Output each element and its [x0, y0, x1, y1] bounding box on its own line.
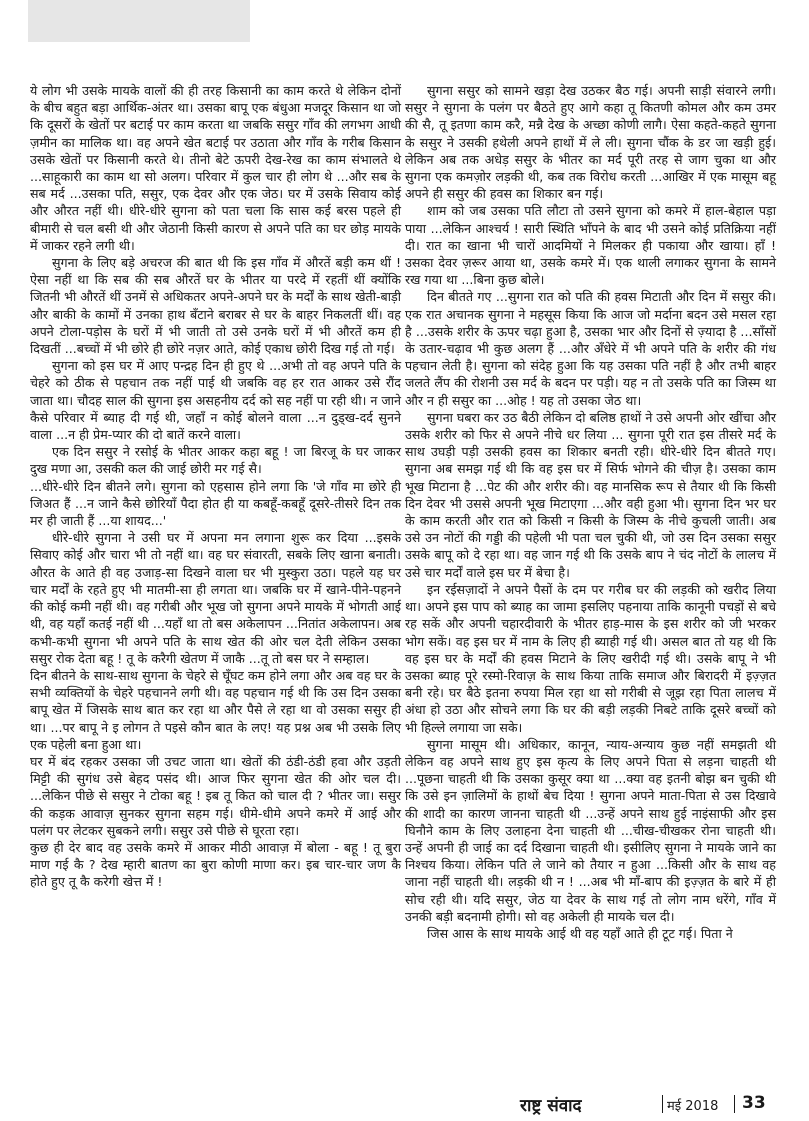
- paragraph: सुगना मासूम थी। अधिकार, कानून, न्याय-अन्याय कुछ नहीं समझती थी लेकिन वह अपने साथ हुए इस कृत्य के लिए अपने पिता से लड़ना चाहती थी ...पूछना चाहती थी कि उसका कुसूर क्या था ...क्या वह इतनी बोझ बन चुकी थी कि उसे इन ज़ालिमों के हाथों बेच दिया ! सुगना अपने माता-पिता से उस दिखावे की शादी का कारण जानना चाहती थी ...उन्हें अपने साथ हुई नाइंसाफी और इस घिनौने काम के लिए उलाहना देना चाहती थी ...चीख-चीखकर रोना चाहती थी। उन्हें अपनी ही जाई का दर्द दिखाना चाहती थी। इसीलिए सुगना ने मायके जाने का निश्चय किया। लेकिन पति ले जाने को तैयार न हुआ ...किसी और के साथ वह जाना नहीं चाहती थी। लड़की थी न ! ...अब भी माँ-बाप की इज़्ज़त के बारे में ही सोच रही थी। यदि ससुर, जेठ या देवर के साथ गई तो लोग नाम धरेंगे, गाँव में उनकी बड़ी बदनामी होगी। सो वह अकेली ही मायके चल दी।: [405, 736, 776, 924]
- paragraph: दिन बीतते गए ...सुगना रात को पति की हवस मिटाती और दिन में ससुर की। एक रात अचानक सुगना ने महसूस किया कि आज जो मर्दाना बदन उसे मसल रहा है ...उसके शरीर के ऊपर चढ़ा हुआ है, उसका भार और दिनों से ज़्यादा है ...साँसों के उतार-चढ़ाव भी कुछ अलग हैं ...और अँधेरे में भी अपने पति के शरीर की गंध पहचान लेती है। सुगना को संदेह हुआ कि यह उसका पति नहीं है और तभी बाहर जलते लैंप की रोशनी उस मर्द के बदन पर पड़ी। यह न तो उसके पति का जिस्म था और न ही ससुर का ...ओह ! यह तो उसका जेठ था।: [405, 289, 776, 408]
- paragraph: ये लोग भी उसके मायके वालों की ही तरह किसानी का काम करते थे लेकिन दोनों के बीच बहुत बड़ा आर्थिक-अंतर था। उसका बापू एक बंधुआ मजदूर किसान था जो कि दूसरों के खेतों पर बटाई पर काम करता था जबकि ससुर गाँव की लगभग आधी ज़मीन का मालिक था। वह अपने खेत बटाई पर उठाता और गाँव के गरीब किसान उसके खेतों पर किसानी करते थे। तीनो बेटे ऊपरी देख-रेख का काम संभालते थे ...साहूकारी का काम था सो अलग। परिवार में कुल चार ही लोग थे ...और सब के सब मर्द ...उसका पति, ससुर, एक देवर और एक जेठ। घर में उसके सिवाय कोई और औरत नहीं थी। धीरे-धीरे सुगना को पता चला कि सास कई बरस पहले ही बीमारी से चल बसी थी और जेठानी किसी कारण से अपने पति का घर छोड़ मायके में जाकर रहने लगी थी।: [30, 83, 401, 253]
- paragraph: सुगना ससुर को सामने खड़ा देख उठकर बैठ गई। अपनी साड़ी संवारने लगी। ससुर ने सुगना के पलंग पर बैठते हुए आगे कहा तू कितणी कोमल और कम उमर की सै, तू इतणा काम करै, मन्नै देख के अच्छा कोणी लागै। ऐसा कहते-कहते सुगना के ससुर ने उसकी हथेली अपने हाथों में ले ली। सुगना चौंक के डर जा खड़ी हुई। लेकिन अब तक अधेड़ ससुर के भीतर का मर्द पूरी तरह से जाग चुका था और सुगना एक कमज़ोर लड़की थी, कब तक विरोध करती ...आखिर में एक मासूम बहू अपने ही ससुर की हवस का शिकार बन गई।: [405, 83, 776, 202]
- paragraph: इन रईसज़ादों ने अपने पैसों के दम पर गरीब घर की लड़की को खरीद लिया था। अपने इस पाप को ब्याह का जामा इसलिए पहनाया ताकि कानूनी पचड़ों से बचे रह सकें और अपनी चहारदीवारी के भीतर हाड़-मास के इस शरीर को जी भरकर भोग सकें। वह इस घर में नाम के लिए ही ब्याही गई थी। असल बात तो यह थी कि वह इस घर के मर्दों की हवस मिटाने के लिए खरीदी गई थी। उसके बापू ने भी उसका ब्याह पूरे रस्मो-रिवाज़ के साथ किया ताकि समाज और बिरादरी में इज़्ज़त बनी रहे। घर बैठे इतना रुपया मिल रहा था सो गरीबी से जूझ रहा पिता लालच में अंधा हो उठा और सोचने लगा कि घर की बड़ी लड़की निबटे ताकि दूसरे बच्चों को भी हिल्ले लगाया जा सके।: [405, 581, 776, 735]
- paragraph: ...धीरे-धीरे दिन बीतने लगे। सुगना को एहसास होने लगा कि 'जे गाँव मा छोरे ही जिअत हैं ...न जाने कैसे छोरियाँ पैदा होत ही या कबहूँ-कबहूँ दूसरे-तीसरे दिन तक मर ही जाती हैं ...या शायद...': [30, 478, 401, 529]
- issue-date: मई 2018: [667, 1099, 719, 1114]
- header-gray-box: [28, 0, 250, 42]
- page-footer: [520, 1093, 790, 1115]
- page-number: 33: [742, 1093, 766, 1113]
- footer-divider: [662, 1095, 663, 1113]
- article-right-column: [405, 82, 776, 942]
- paragraph: एक दिन ससुर ने रसोई के भीतर आकर कहा बहू ! जा बिरजू के घर जाकर दुख मणा आ, उसकी कल की जाई छोरी मर गई सै।: [30, 444, 401, 477]
- article-left-column: [30, 82, 401, 891]
- magazine-name: राष्ट्र संवाद: [520, 1096, 582, 1116]
- paragraph: कुछ ही देर बाद वह उसके कमरे में आकर मीठी आवाज़ में बोला - बहू ! तू बुरा माण गई कै ? देख म्हारी बातण का बुरा कोणी माणा कर। इब चार-चार जण कै होते हुए तू कै करेगी खेत्त में !: [30, 839, 401, 890]
- paragraph: शाम को जब उसका पति लौटा तो उसने सुगना को कमरे में हाल-बेहाल पड़ा पाया ...लेकिन आश्चर्य ! सारी स्थिति भाँपने के बाद भी उसने कोई प्रतिक्रिया नहीं दी। रात का खाना भी चारों आदमियों ने मिलकर ही पकाया और खाया। हाँ ! उसका देवर ज़रूर आया था, उसके कमरे में। एक थाली लगाकर सुगना के सामने रख गया था ...बिना कुछ बोले।: [405, 203, 776, 288]
- paragraph: दिन बीतने के साथ-साथ सुगना के चेहरे से घूँघट कम होने लगा और अब वह घर के सभी व्यक्तियों के चेहरे पहचानने लगी थी। वह पहचान गई थी कि उस दिन उसका बापू खेत में जिसके साथ बात कर रहा था और पैसे ले रहा था वो उसका ससुर ही था। ...पर बापू ने इ लोगन ते पइसे कौन बात के लए! यह प्रश्न अब भी उसके लिए एक पहेली बना हुआ था।: [30, 667, 401, 752]
- paragraph: सुगना घबरा कर उठ बैठी लेकिन दो बलिष्ठ हाथों ने उसे अपनी ओर खींचा और उसके शरीर को फिर से अपने नीचे धर लिया ... सुगना पूरी रात इस तीसरे मर्द के साथ उघड़ी पड़ी उसकी हवस का शिकार बनती रही। धीरे-धीरे दिन बीतते गए। सुगना अब समझ गई थी कि वह इस घर में सिर्फ भोगने की चीज़ है। उसका काम भूख मिटाना है ...पेट की और शरीर की। वह मानसिक रूप से तैयार थी कि किसी दिन देवर भी उससे अपनी भूख मिटाएगा ...और वही हुआ भी। सुगना दिन भर घर के काम करती और रात को किसी न किसी के जिस्म के नीचे कुचली जाती। अब उसे उन नोटों की गड्डी की पहेली भी पता चल चुकी थी, जो उस दिन उसका ससुर उसके बापू को दे रहा था। वह जान गई थी कि उसके बाप ने चंद नोटों के लालच में उसे चार मर्दों वाले इस घर में बेचा है।: [405, 409, 776, 580]
- paragraph: सुगना के लिए बड़े अचरज की बात थी कि इस गाँव में औरतें बड़ी कम थीं ! ऐसा नहीं था कि सब की सब औरतें घर के भीतर या परदे में रहतीं थीं क्योंकि जितनी भी औरतें थीं उनमें से अधिकतर अपने-अपने घर के मर्दों के साथ खेती-बाड़ी और बाकी के कामों में उनका हाथ बँटाने बराबर से घर के बाहर निकलतीं थीं। वह अपने टोला-पड़ोस के घरों में भी जाती तो उसे उनके घरों में भी औरतें कम ही दिखतीं ...बच्चों में भी छोरे ही छोरे नज़र आते, कोई एकाध छोरी दिख गई तो गई।: [30, 255, 401, 357]
- paragraph: घर में बंद रहकर उसका जी उचट जाता था। खेतों की ठंडी-ठंडी हवा और उड़ती मिट्टी की सुगंध उसे बेहद पसंद थी। आज फिर सुगना खेत की ओर चल दी। ...लेकिन पीछे से ससुर ने टोका बहू ! इब तू कित को चाल दी ? भीतर जा। ससुर की कड़क आवाज़ सुनकर सुगना सहम गई। धीमे-धीमे अपने कमरे में आई और पलंग पर लेटकर सुबकने लगी। ससुर उसे पीछे से घूरता रहा।: [30, 753, 401, 838]
- footer-divider: [734, 1095, 735, 1113]
- paragraph: धीरे-धीरे सुगना ने उसी घर में अपना मन लगाना शुरू कर दिया ...इसके सिवाए कोई और चारा भी तो नहीं था। वह घर संवारती, सबके लिए खाना बनाती। औरत के आते ही वह उजाड़-सा दिखने वाला घर भी मुस्कुरा उठा। पहले यह घर चार मर्दों के रहते हुए भी मातमी-सा ही लगता था। जबकि घर में खाने-पीने-पहनने की कोई कमी नहीं थी। वह गरीबी और भूख जो सुगना अपने मायके में भोगती आई थी, वह यहाँ कतई नहीं थी ...यहाँ था तो बस अकेलापन ...नितांत अकेलापन। अब कभी-कभी सुगना भी अपने पति के साथ खेत की ओर चल देती लेकिन उसका ससुर रोक देता बहू ! तू के करैगी खेतण में जाकै ...तू तो बस घर ने सम्हाल।: [30, 530, 401, 666]
- paragraph: जिस आस के साथ मायके आई थी वह यहाँ आते ही टूट गई। पिता ने: [427, 925, 733, 941]
- paragraph: सुगना को इस घर में आए पन्द्रह दिन ही हुए थे ...अभी तो वह अपने पति के चेहरे को ठीक से पहचान तक नहीं पाई थी जबकि वह हर रात आकर उसे रौंद जाता था। चौदह साल की सुगना इस असहनीय दर्द को सह नहीं पा रही थी। न जाने कैसे परिवार में ब्याह दी गई थी, जहाँ न कोई बोलने वाला ...न दुड्ख-दर्द सुनने वाला ...न ही प्रेम-प्यार की दो बातें करने वाला।: [30, 358, 401, 443]
